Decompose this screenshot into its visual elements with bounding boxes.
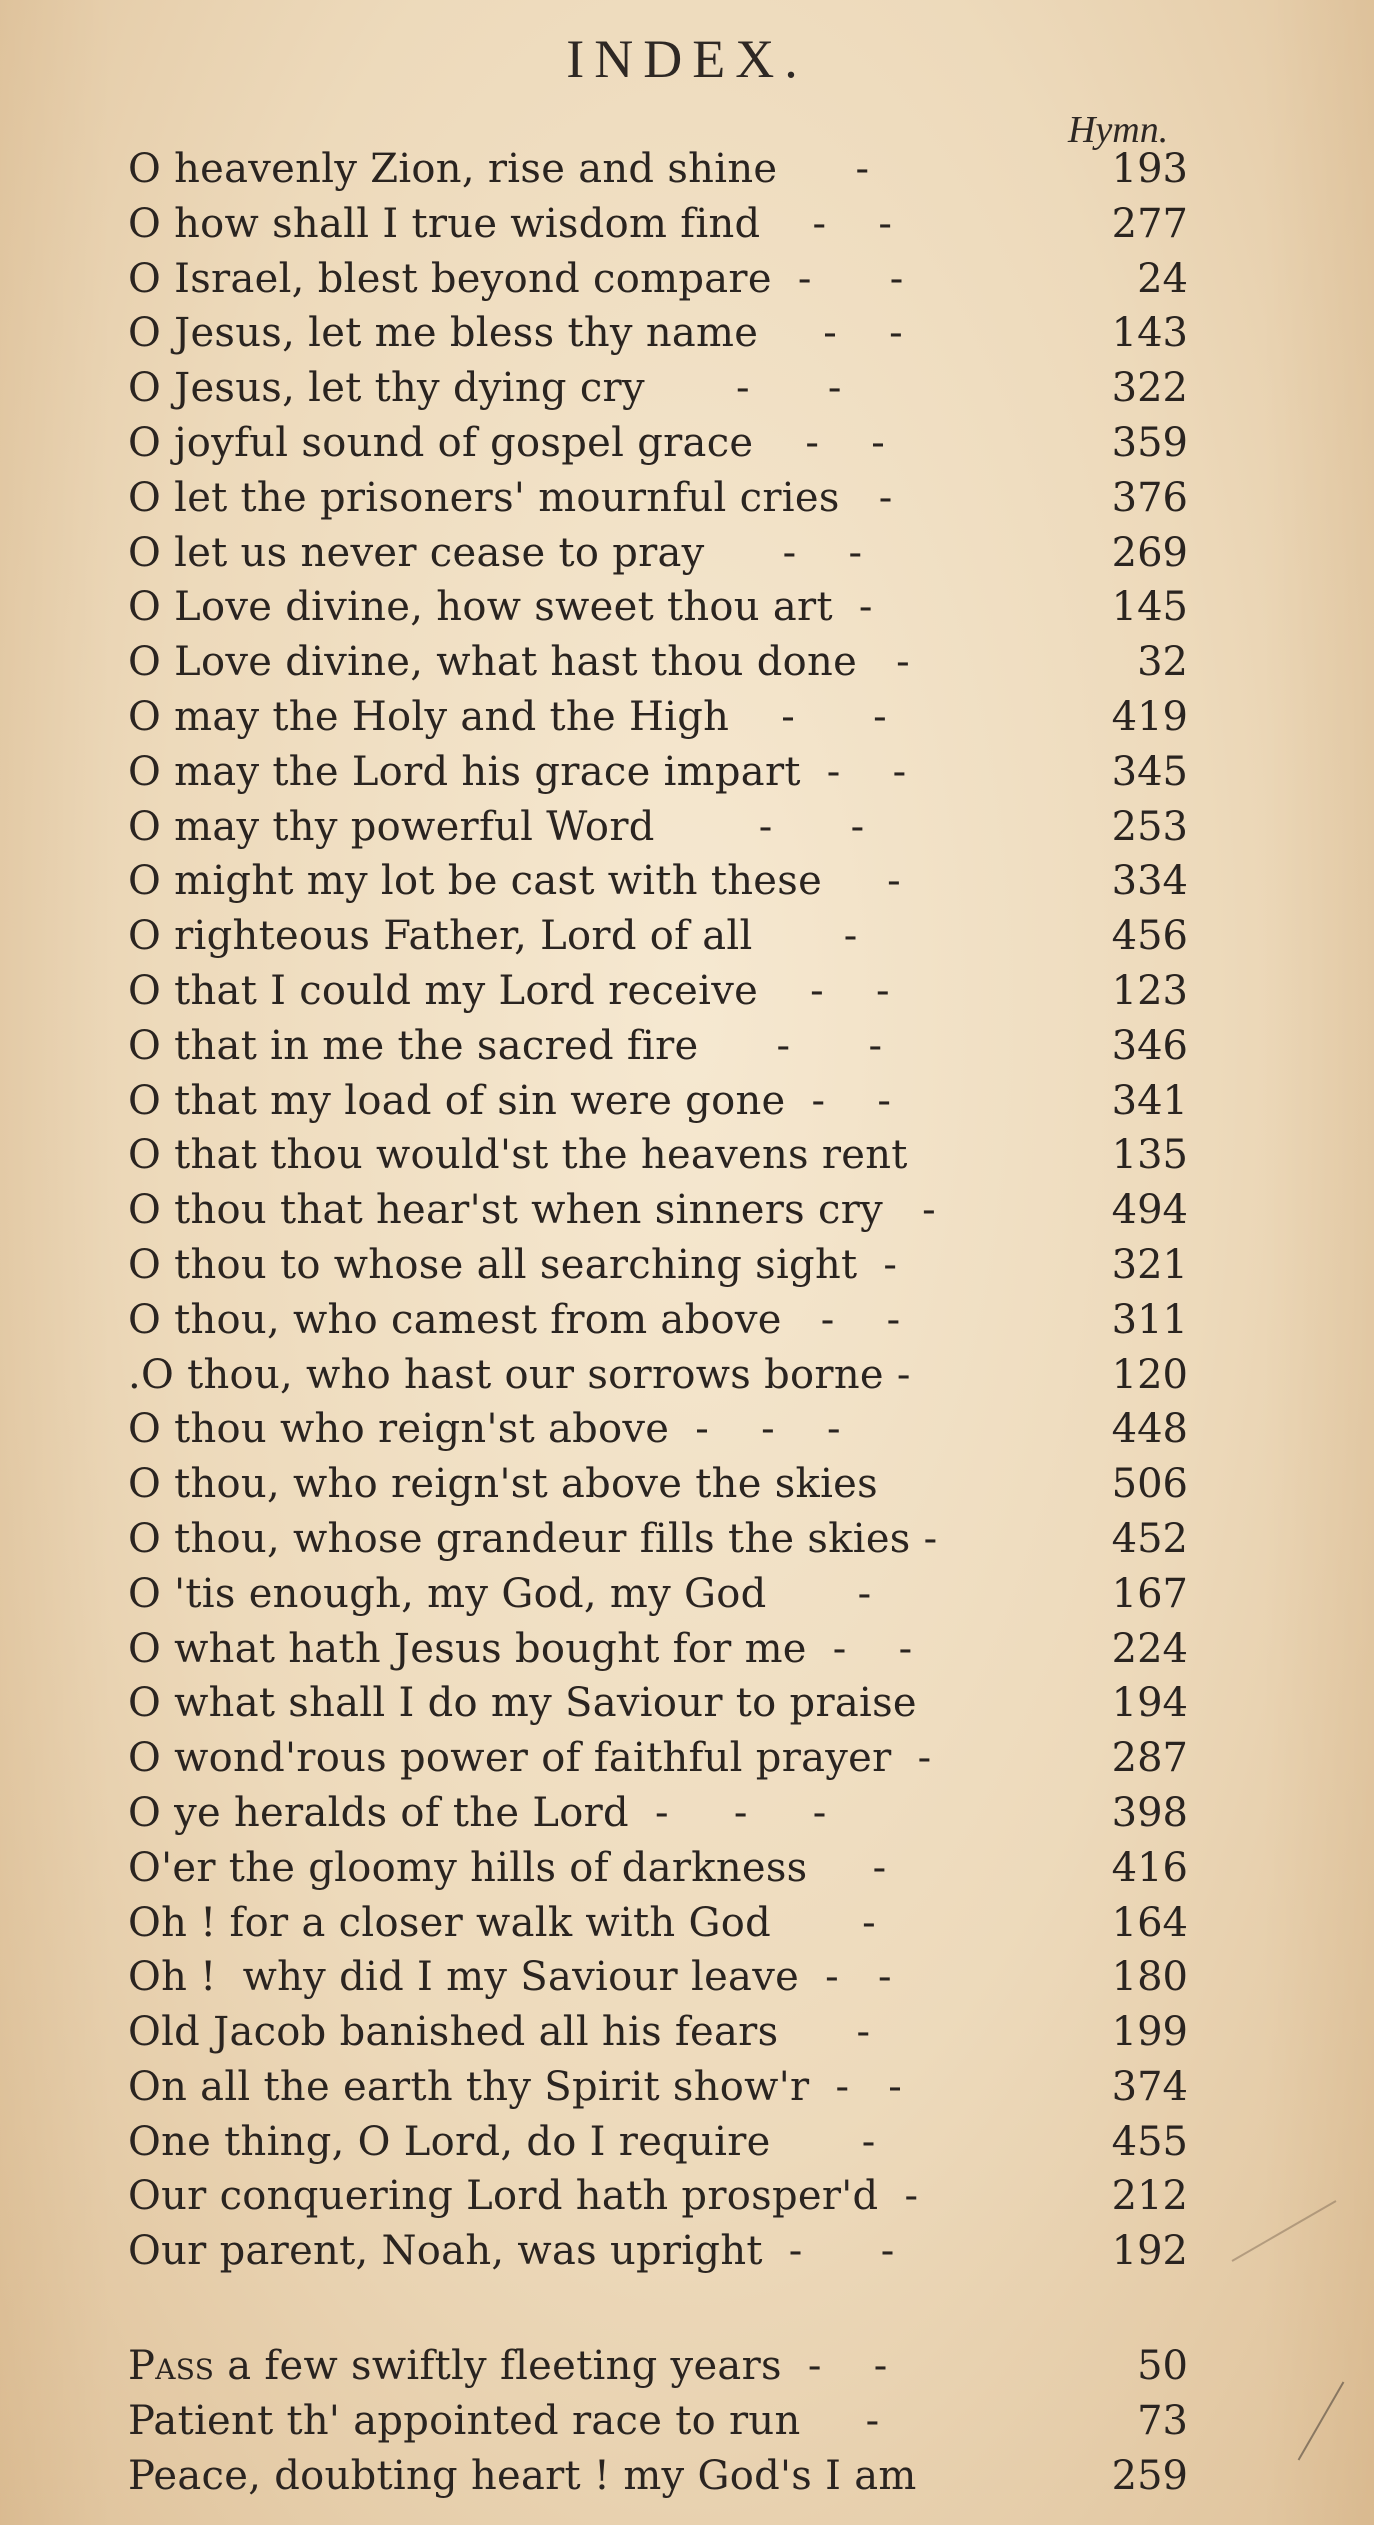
first-line-text: Our parent, Noah, was upright - - <box>128 2228 895 2275</box>
index-entry <box>128 690 1188 745</box>
first-line-text: O how shall I true wisdom find - - <box>128 200 893 247</box>
hymn-number: 448 <box>1111 1406 1188 1453</box>
first-line-text: O thou that hear'st when sinners cry - <box>128 1187 936 1234</box>
hymn-number: 143 <box>1111 310 1188 357</box>
index-group-o <box>128 142 1188 2279</box>
hymn-number: 24 <box>1137 255 1188 302</box>
index-entry <box>128 2449 1188 2504</box>
first-line-text: O that thou would'st the heavens rent <box>128 1132 908 1179</box>
first-line-text: O what hath Jesus bought for me - - <box>128 1625 913 1672</box>
first-line-text: O that in me the sacred fire - - <box>128 1022 883 1069</box>
first-line-text: O 'tis enough, my God, my God - <box>128 1570 872 1617</box>
first-line-text: O righteous Father, Lord of all - <box>128 913 858 960</box>
hymn-number: 50 <box>1137 2343 1188 2390</box>
hymn-number: 341 <box>1111 1077 1188 1124</box>
hymn-number: 135 <box>1111 1132 1188 1179</box>
hymn-number: 345 <box>1111 748 1188 795</box>
hymn-number: 32 <box>1137 639 1188 686</box>
hymn-number: 494 <box>1111 1187 1188 1234</box>
hymn-number: 199 <box>1111 2009 1188 2056</box>
first-line-text: Oh ! why did I my Saviour leave - - <box>128 1954 892 2001</box>
hymn-number: 419 <box>1111 693 1188 740</box>
index-entry <box>128 1348 1188 1403</box>
index-entry <box>128 2394 1188 2449</box>
index-entry <box>128 1183 1188 1238</box>
first-line-text: O thou, whose grandeur fills the skies - <box>128 1515 938 1562</box>
first-line-text: O thou to whose all searching sight - <box>128 1241 898 1288</box>
first-line-text: One thing, O Lord, do I require - <box>128 2118 876 2165</box>
index-entry <box>128 800 1188 855</box>
index-entry <box>128 252 1188 307</box>
hymn-number: 194 <box>1111 1680 1188 1727</box>
index-entries <box>128 142 1188 2503</box>
hymn-number: 145 <box>1111 584 1188 631</box>
index-entry <box>128 361 1188 416</box>
hymn-number: 346 <box>1111 1022 1188 1069</box>
index-entry <box>128 2115 1188 2170</box>
index-entry <box>128 1567 1188 1622</box>
first-line-text: O ye heralds of the Lord - - - <box>128 1789 827 1836</box>
hymn-number: 416 <box>1111 1844 1188 1891</box>
first-line-text: Pass a few swiftly fleeting years - - <box>128 2343 888 2390</box>
index-entry <box>128 2005 1188 2060</box>
index-entry <box>128 635 1188 690</box>
index-entry <box>128 1019 1188 1074</box>
index-entry <box>128 1128 1188 1183</box>
first-line-text: O may the Holy and the High - - <box>128 693 887 740</box>
hymn-number: 224 <box>1111 1625 1188 1672</box>
hymn-number: 253 <box>1111 803 1188 850</box>
first-line-text: O let the prisoners' mournful cries - <box>128 474 893 521</box>
hymn-number: 311 <box>1111 1296 1188 1343</box>
index-entry <box>128 471 1188 526</box>
first-line-text: Patient th' appointed race to run - <box>128 2397 880 2444</box>
first-line-text: Peace, doubting heart ! my God's I am <box>128 2452 917 2499</box>
hymn-number: 120 <box>1111 1351 1188 1398</box>
page-title: INDEX. <box>566 29 808 89</box>
hymn-column-header: Hymn. <box>1068 109 1169 151</box>
hymn-number: 287 <box>1111 1735 1188 1782</box>
index-entry <box>128 526 1188 581</box>
first-line-text: Our conquering Lord hath prosper'd - <box>128 2173 919 2220</box>
index-entry <box>128 1512 1188 1567</box>
hymn-number: 506 <box>1111 1461 1188 1508</box>
first-line-text: O Love divine, what hast thou done - <box>128 639 910 686</box>
first-line-text: O may thy powerful Word - - <box>128 803 865 850</box>
index-entry <box>128 909 1188 964</box>
hymn-number: 321 <box>1111 1241 1188 1288</box>
first-line-text: O'er the gloomy hills of darkness - <box>128 1844 887 1891</box>
index-entry <box>128 1731 1188 1786</box>
index-entry <box>128 1786 1188 1841</box>
first-line-text: Old Jacob banished all his fears - <box>128 2009 871 2056</box>
hymn-number: 374 <box>1111 2063 1188 2110</box>
section-gap <box>128 2279 1188 2339</box>
hymn-number: 359 <box>1111 419 1188 466</box>
hymn-number: 452 <box>1111 1515 1188 1562</box>
paper-tear <box>1298 2382 1345 2461</box>
first-line-text: O Jesus, let thy dying cry - - <box>128 365 842 412</box>
first-line-text: O might my lot be cast with these - <box>128 858 901 905</box>
small-caps-lead: Pass <box>128 2343 215 2390</box>
hymn-number: 167 <box>1111 1570 1188 1617</box>
hymn-number: 455 <box>1111 2118 1188 2165</box>
hymn-number: 322 <box>1111 365 1188 412</box>
first-line-text: O thou, who reign'st above the skies <box>128 1461 878 1508</box>
first-line-text: O thou who reign'st above - - - <box>128 1406 841 1453</box>
index-entry <box>128 197 1188 252</box>
hymn-number: 123 <box>1111 967 1188 1014</box>
index-entry <box>128 1841 1188 1896</box>
index-entry <box>128 964 1188 1019</box>
first-line-text: O heavenly Zion, rise and shine - <box>128 146 870 192</box>
index-entry <box>128 1950 1188 2005</box>
hymn-number: 212 <box>1111 2173 1188 2220</box>
index-entry <box>128 1293 1188 1348</box>
index-entry <box>128 2060 1188 2115</box>
hymn-number: 398 <box>1111 1789 1188 1836</box>
index-entry <box>128 1074 1188 1129</box>
index-entry <box>128 580 1188 635</box>
first-line-text: O that I could my Lord receive - - <box>128 967 890 1014</box>
index-group-p <box>128 2339 1188 2503</box>
first-line-text: O wond'rous power of faithful prayer - <box>128 1735 932 1782</box>
index-entry <box>128 1896 1188 1951</box>
first-line-text: O Jesus, let me bless thy name - - <box>128 310 903 357</box>
first-line-text: On all the earth thy Spirit show'r - - <box>128 2063 903 2110</box>
first-line-text: O thou, who camest from above - - <box>128 1296 901 1343</box>
first-line-text: O Love divine, how sweet thou art - <box>128 584 873 631</box>
index-entry <box>128 2339 1188 2394</box>
first-line-text: O Israel, blest beyond compare - - <box>128 255 904 302</box>
hymn-number: 193 <box>1111 146 1188 192</box>
hymn-number: 73 <box>1137 2397 1188 2444</box>
index-entry <box>128 416 1188 471</box>
hymn-number: 259 <box>1111 2452 1188 2499</box>
index-entry <box>128 745 1188 800</box>
hymn-number: 192 <box>1111 2228 1188 2275</box>
index-entry <box>128 1238 1188 1293</box>
hymn-number: 456 <box>1111 913 1188 960</box>
index-entry <box>128 2224 1188 2279</box>
hymn-number: 180 <box>1111 1954 1188 2001</box>
paper-crease <box>1232 2200 1337 2262</box>
first-line-text: O that my load of sin were gone - - <box>128 1077 892 1124</box>
first-line-text: O may the Lord his grace impart - - <box>128 748 907 795</box>
hymn-number: 164 <box>1111 1899 1188 1946</box>
hymn-number: 269 <box>1111 529 1188 576</box>
first-line-text: O let us never cease to pray - - <box>128 529 863 576</box>
index-entry <box>128 306 1188 361</box>
hymn-number: 334 <box>1111 858 1188 905</box>
index-entry <box>128 142 1188 197</box>
index-entry <box>128 1457 1188 1512</box>
index-entry <box>128 1622 1188 1677</box>
hymn-number: 376 <box>1111 474 1188 521</box>
first-line-text: .O thou, who hast our sorrows borne - <box>128 1351 911 1398</box>
first-line-text: O joyful sound of gospel grace - - <box>128 419 886 466</box>
index-entry <box>128 1402 1188 1457</box>
index-entry <box>128 2169 1188 2224</box>
first-line-text: Oh ! for a closer walk with God - <box>128 1899 876 1946</box>
index-entry <box>128 1676 1188 1731</box>
index-entry <box>128 854 1188 909</box>
hymn-number: 277 <box>1111 200 1188 247</box>
first-line-text: O what shall I do my Saviour to praise <box>128 1680 917 1727</box>
